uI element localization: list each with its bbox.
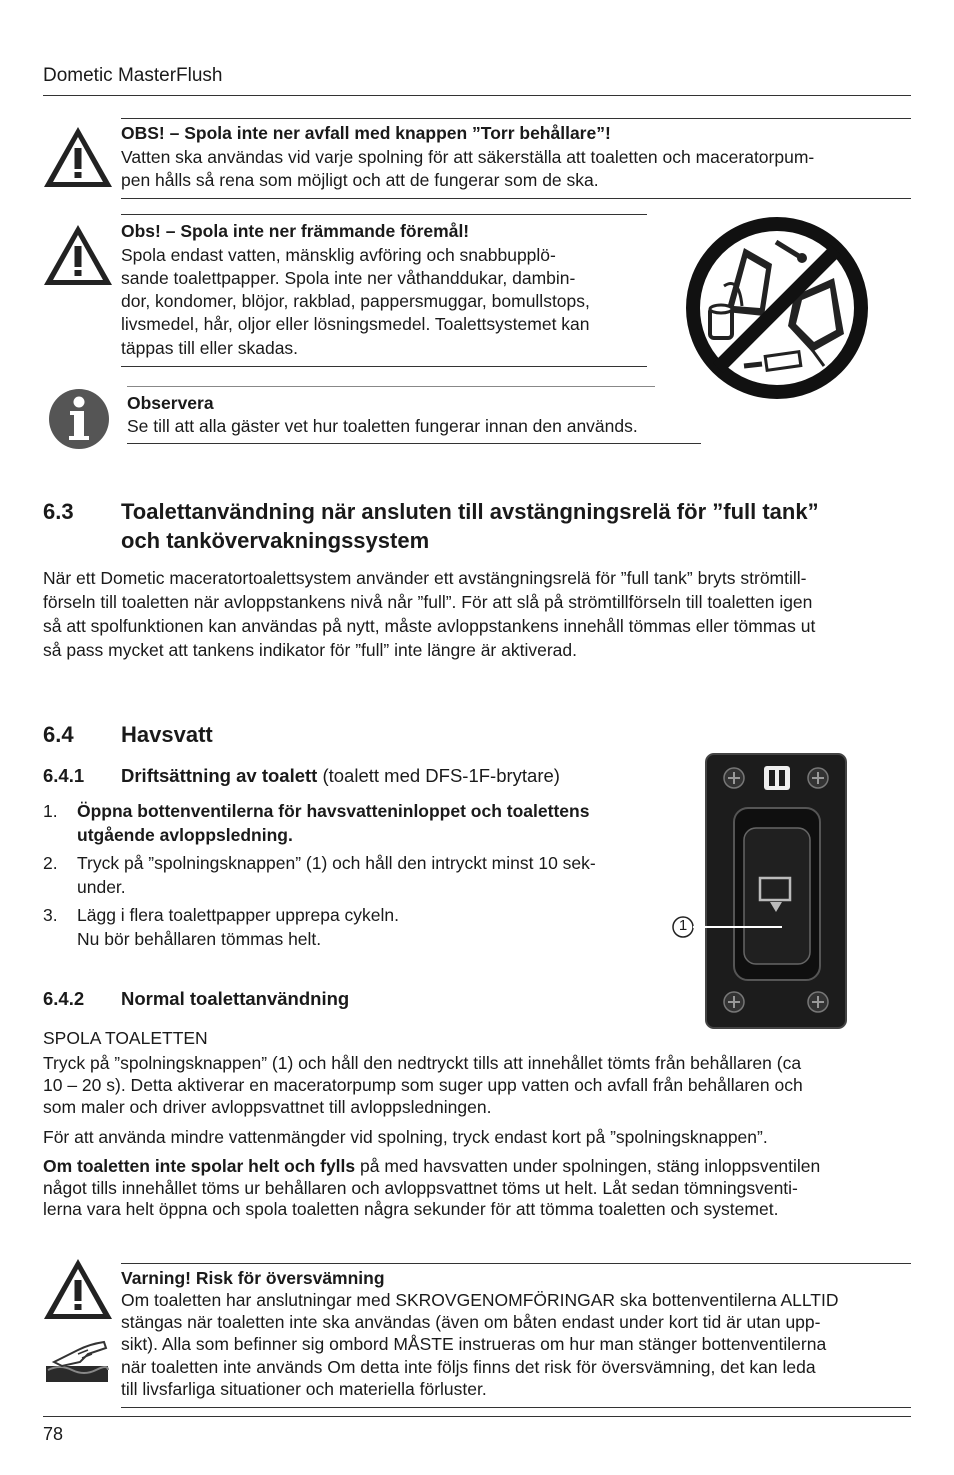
notice3-line: Se till att alla gäster vet hur toaletten fungerar innan den används. [127,416,638,436]
sub-label: SPOLA TOALETTEN [43,1028,208,1048]
notice1-top-rule [121,118,911,119]
paragraph-line: Tryck på ”spolningsknappen” (1) och håll den nedtryckt tills att innehållet tömts från behållaren (ca [43,1053,802,1073]
list-item-text: Lägg i flera toalettpapper upprepa cykeln. [77,905,400,925]
flush-switch-panel-image [704,752,848,1030]
notice2-line: sande toalettpapper. Spola inte ner våthanddukar, dambin- [121,268,576,288]
section-6-3-text: När ett Dometic maceratortoalettsystem använder ett avstängningsrelä för ”full tank” bryts strömtill- [43,568,807,588]
warning-triangle-icon [42,124,114,190]
paragraph-line: något tills innehållet töms ur behållaren och avloppsvattnet töms ut helt. Låt sedan tömningsventi- [43,1178,798,1198]
notice3-bottom-rule [127,443,701,444]
header-title: Dometic MasterFlush [43,65,223,86]
list-item-text: Tryck på ”spolningsknappen” (1) och håll den intryckt minst 10 sek- [77,853,596,873]
notice3-title: Observera [127,393,214,413]
notice1-title: OBS! – Spola inte ner avfall med knappen ”Torr behållare”! [121,123,611,143]
notice2-line: livsmedel, hår, oljor eller lösningsmedel. Toalettsystemet kan [121,314,590,334]
section-6-4-number: 6.4 [43,722,74,747]
notice1-line: Vatten ska användas vid varje spolning för att säkerställa att toaletten och maceratorpum- [121,147,815,167]
warning-title: Varning! Risk för översvämning [121,1268,385,1288]
page-number: 78 [43,1424,64,1444]
paragraph-line: 10 – 20 s). Detta aktiverar en maceratorpump som suger upp vatten och avfall från behållaren och [43,1075,803,1095]
section-6-3-title: Toalettanvändning när ansluten till avstängningsrelä för ”full tank” [121,499,819,524]
notice2-bottom-rule [121,366,647,367]
paragraph-line: som maler och driver avloppsvattnet till avloppsledningen. [43,1097,492,1117]
warning-line: sikt). Alla som befinner sig ombord MÅSTE instrueras om hur man stänger bottenventilerna [121,1334,827,1354]
notice2-line: dor, kondomer, blöjor, rakblad, pappersmuggar, bomullstops, [121,291,590,311]
section-6-4-title: Havsvatt [121,722,213,747]
notice2-line: Spola endast vatten, mänsklig avföring och snabbupplö- [121,245,556,265]
section-6-3-number: 6.3 [43,499,74,524]
no-foreign-objects-icon [684,216,870,400]
callout-number: 1 [678,917,688,934]
notice2-line: täppas till eller skadas. [121,338,299,358]
warning-top-rule [121,1263,911,1264]
list-item-text: utgående avloppsledning. [77,825,293,845]
notice3-top-rule [127,386,655,387]
section-6-4-2-number: 6.4.2 [43,988,85,1009]
flooding-hand-icon [44,1336,110,1384]
notice1-line: pen hålls så rena som möjligt och att de fungerar som de ska. [121,170,599,190]
section-6-3-title-cont: och tankövervakningssystem [121,528,430,553]
info-icon [48,386,110,452]
warning-line: till livsfarliga situationer och materiella förluster. [121,1379,487,1399]
section-6-3-text: så att spolfunktionen kan användas på nytt, måste avloppstankens innehåll tömmas eller tömmas ut [43,616,816,636]
section-6-4-1-subtitle: (toalett med DFS-1F-brytare) [322,765,560,786]
notice1-bottom-rule [121,198,911,199]
section-6-3-text: förseln till toaletten när avloppstankens nivå når ”full”. För att slå på strömtillförseln till toaletten igen [43,592,813,612]
list-number: 2. [43,853,58,873]
warning-triangle-icon [42,222,114,288]
emphasis: Om toaletten inte spolar helt och fylls [43,1156,356,1176]
paragraph-line: lerna vara helt öppna och spola toaletten några sekunder för att tömma toaletten och systemet. [43,1199,779,1219]
list-item-text: under. [77,877,126,897]
notice2-title: Obs! – Spola inte ner främmande föremål! [121,221,470,241]
warning-line: när toaletten inte används Om detta inte följs finns det risk för översvämning, det kan leda [121,1357,816,1377]
notice2-top-rule [121,214,647,215]
paragraph-line: För att använda mindre vattenmängder vid spolning, tryck endast kort på ”spolningsknappen”. [43,1127,768,1147]
list-item-text: Nu bör behållaren tömmas helt. [77,929,322,949]
warning-bottom-rule [121,1407,911,1408]
header-rule [43,95,911,96]
paragraph-text: på med havsvatten under spolningen, stäng inloppsventilen [355,1156,821,1176]
warning-line: Om toaletten har anslutningar med SKROVGENOMFÖRINGAR ska bottenventilerna ALLTID [121,1290,839,1310]
section-6-4-2-title: Normal toalettanvändning [121,988,350,1009]
list-number: 3. [43,905,58,925]
section-6-4-1-number: 6.4.1 [43,765,85,786]
paragraph-line [43,1155,820,1179]
section-6-4-1-title: Driftsättning av toalett [121,765,318,786]
section-6-3-text: så pass mycket att tankens indikator för ”full” inte längre är aktiverad. [43,640,577,660]
warning-line: stängas när toaletten inte ska användas (även om båten endast under kort tid är utan upp- [121,1312,821,1332]
warning-triangle-icon [42,1256,114,1322]
footer-rule [43,1416,911,1417]
list-item-text: Öppna bottenventilerna för havsvatteninloppet och toalettens [77,801,590,821]
list-number: 1. [43,801,58,821]
section-6-4-1-heading [121,764,560,788]
